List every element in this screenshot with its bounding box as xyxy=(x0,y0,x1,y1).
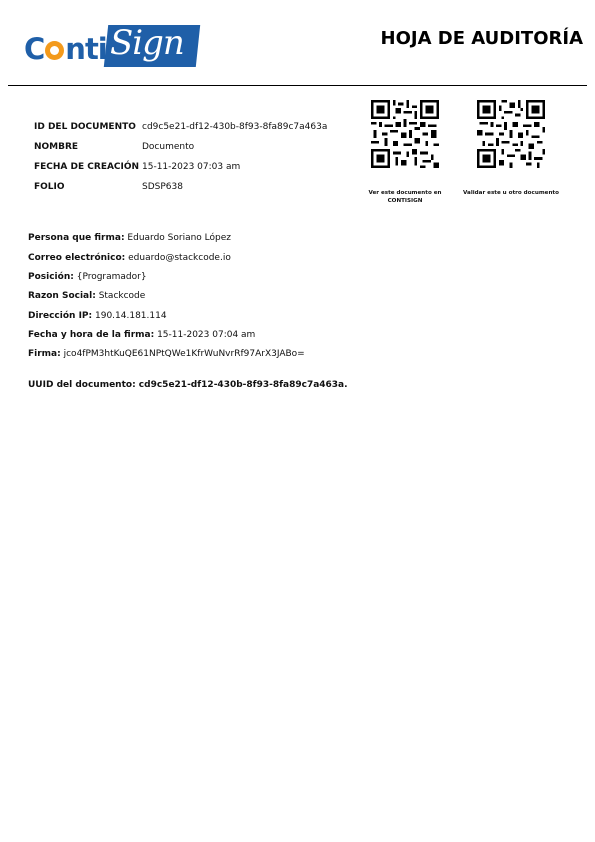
signer-ip-label: Dirección IP: xyxy=(28,311,93,321)
signer-signature-label: Firma: xyxy=(28,349,61,359)
signer-email-line xyxy=(28,253,231,263)
info-label: FECHA DE CREACIÓN xyxy=(34,162,140,172)
info-label: FOLIO xyxy=(34,182,65,192)
signer-datetime: 15-11-2023 07:04 am xyxy=(157,330,256,340)
signer-name: Eduardo Soriano López xyxy=(127,233,232,243)
logo-letters-nti: nti xyxy=(65,32,107,66)
qr-code-icon xyxy=(477,100,545,168)
info-value[interactable]: cd9c5e21-df12-430b-8f93-8fa89c7a463a xyxy=(142,122,328,132)
info-value: SDSP638 xyxy=(142,182,183,192)
signer-signature-line xyxy=(28,349,305,359)
power-o-icon xyxy=(45,41,64,60)
info-value: Documento xyxy=(142,142,195,152)
info-label: NOMBRE xyxy=(34,142,79,152)
signer-name-line xyxy=(28,233,231,243)
signer-email[interactable]: eduardo@stackcode.io xyxy=(128,253,231,263)
info-label: ID DEL DOCUMENTO xyxy=(34,122,136,132)
logo-sign-text: Sign xyxy=(110,23,184,63)
header-divider xyxy=(8,85,587,86)
signer-signature-hash: jco4fPM3htKuQE61NPtQWe1KfrWuNvrRf97ArX3JABo= xyxy=(63,349,305,359)
signer-email-label: Correo electrónico: xyxy=(28,253,126,263)
signer-company-line xyxy=(28,291,145,301)
validate-document-qr-code[interactable] xyxy=(477,100,545,168)
info-value: 15-11-2023 07:03 am xyxy=(142,162,241,172)
view-document-qr-code[interactable] xyxy=(371,100,439,168)
logo-wordmark xyxy=(24,32,107,66)
signer-datetime-line xyxy=(28,330,255,340)
signer-ip-line xyxy=(28,311,167,321)
signer-position: {Programador} xyxy=(76,272,147,282)
signer-ip: 190.14.181.114 xyxy=(95,311,167,321)
document-uuid-line: UUID del documento: cd9c5e21-df12-430b-8f93-8fa89c7a463a. xyxy=(28,380,348,390)
signer-company-label: Razon Social: xyxy=(28,291,96,301)
signer-position-label: Posición: xyxy=(28,272,74,282)
logo-letter-c: C xyxy=(24,32,45,66)
validate-document-qr-caption: Validar este u otro documento xyxy=(463,190,559,196)
view-document-qr-caption: Ver este documento en CONTISIGN xyxy=(368,190,442,204)
qr-code-icon xyxy=(371,100,439,168)
page-title: HOJA DE AUDITORÍA xyxy=(380,28,583,49)
signer-datetime-label: Fecha y hora de la firma: xyxy=(28,330,155,340)
signer-company: Stackcode xyxy=(98,291,146,301)
signer-name-label: Persona que firma: xyxy=(28,233,125,243)
signer-position-line xyxy=(28,272,147,282)
contisign-logo xyxy=(24,25,199,69)
header xyxy=(0,0,595,86)
